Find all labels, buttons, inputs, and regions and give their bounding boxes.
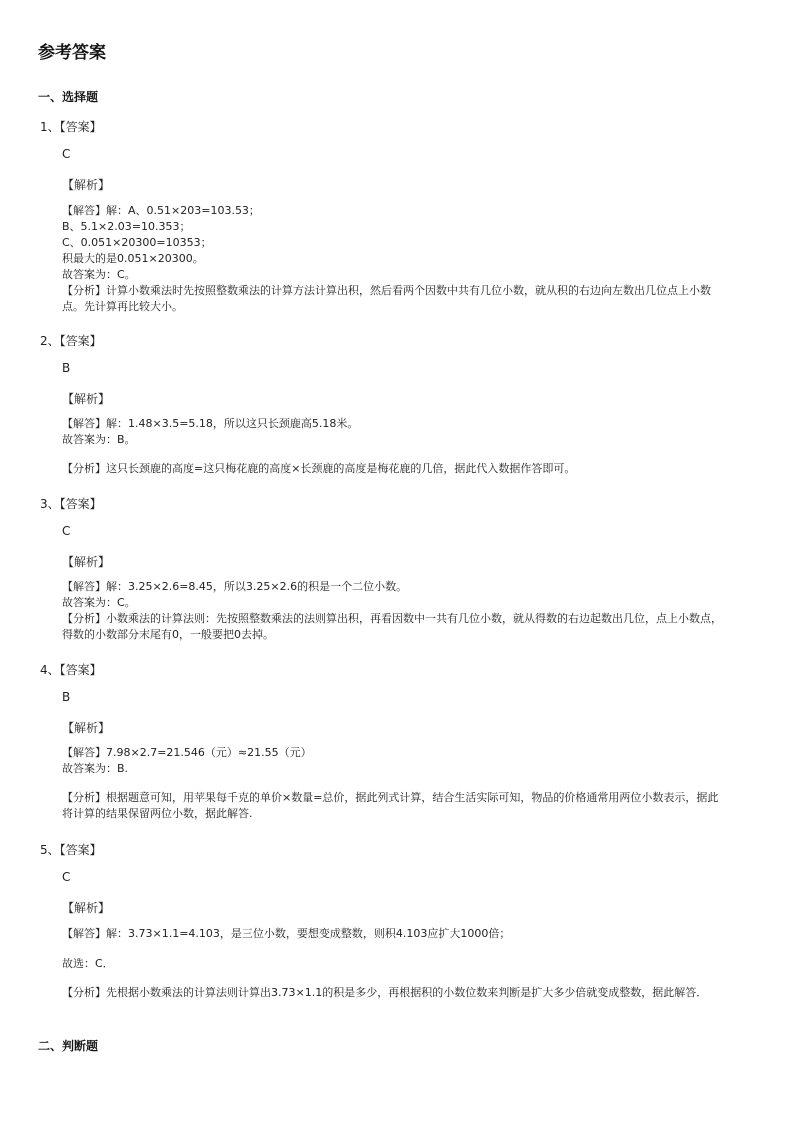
section-title-judgement: 二、判断题 [38, 1039, 99, 1053]
section-title-choice: 一、选择题 [38, 90, 99, 104]
question-1-answer: C [62, 147, 71, 161]
analysis-line: 故答案为：B。 [62, 433, 136, 446]
analysis-line: 【分析】这只长颈鹿的高度=这只梅花鹿的高度×长颈鹿的高度是梅花鹿的几倍，据此代入数据作答即可。 [62, 462, 576, 475]
question-5-answer: C [62, 870, 71, 884]
question-5-analysis [62, 926, 722, 942]
analysis-line: 【分析】小数乘法的计算法则：先按照整数乘法的法则算出积，再看因数中一共有几位小数，就从得数的右边起数出几位，点上小数点，得数的小数部分末尾有0，一般要把0去掉。 [62, 612, 722, 641]
question-1-analysis [62, 203, 722, 315]
question-3-analysis [62, 579, 722, 643]
analysis-line: 【分析】计算小数乘法时先按照整数乘法的计算方法计算出积，然后看两个因数中共有几位小数，就从积的右边向左数出几位点上小数点。先计算再比较大小。 [62, 284, 711, 313]
analysis-line: 【解答】解：3.25×2.6=8.45，所以3.25×2.6的积是一个二位小数。 [62, 580, 408, 593]
question-4-fenxi [62, 790, 722, 822]
question-3-label: 3、【答案】 [40, 497, 102, 511]
question-2-jiexi-label: 【解析】 [62, 392, 111, 406]
question-3-answer: C [62, 524, 71, 538]
analysis-line: 【解答】解：3.73×1.1=4.103，是三位小数，要想变成整数，则积4.103应扩大1000倍； [62, 927, 511, 940]
question-5-fenxi [62, 985, 722, 1001]
analysis-line: 故答案为：B. [62, 762, 129, 775]
question-2-answer: B [62, 361, 71, 375]
analysis-line: 【分析】根据题意可知，用苹果每千克的单价×数量=总价，据此列式计算，结合生活实际可知，物品的价格通常用两位小数表示，据此将计算的结果保留两位小数，据此解答. [62, 791, 719, 820]
analysis-line: 故答案为：C。 [62, 596, 136, 609]
question-2-label: 2、【答案】 [40, 334, 102, 348]
question-4-label: 4、【答案】 [40, 663, 102, 677]
analysis-line: 故答案为：C。 [62, 268, 136, 281]
analysis-line: C、0.051×20300=10353； [62, 236, 212, 249]
question-5-guxuan [62, 956, 722, 972]
analysis-line: B、5.1×2.03=10.353； [62, 220, 191, 233]
question-3-jiexi-label: 【解析】 [62, 555, 111, 569]
question-4-jiexi-label: 【解析】 [62, 721, 111, 735]
question-1-label: 1、【答案】 [40, 120, 102, 134]
page-title: 参考答案 [38, 43, 106, 63]
question-1-jiexi-label: 【解析】 [62, 178, 111, 192]
analysis-line: 故选：C． [62, 957, 114, 970]
question-4-answer: B [62, 690, 71, 704]
question-2-fenxi [62, 461, 722, 477]
question-5-jiexi-label: 【解析】 [62, 901, 111, 915]
analysis-line: 【解答】解：A、0.51×203=103.53； [62, 204, 260, 217]
question-5-label: 5、【答案】 [40, 843, 102, 857]
analysis-line: 【解答】7.98×2.7=21.546（元）≈21.55（元） [62, 746, 312, 759]
analysis-line: 【解答】解：1.48×3.5=5.18，所以这只长颈鹿高5.18米。 [62, 417, 359, 430]
analysis-line: 积最大的是0.051×20300。 [62, 252, 204, 265]
question-2-analysis [62, 416, 722, 448]
question-4-analysis [62, 745, 722, 777]
analysis-line: 【分析】先根据小数乘法的计算法则计算出3.73×1.1的积是多少，再根据积的小数位数来判断是扩大多少倍就变成整数，据此解答． [62, 986, 708, 999]
